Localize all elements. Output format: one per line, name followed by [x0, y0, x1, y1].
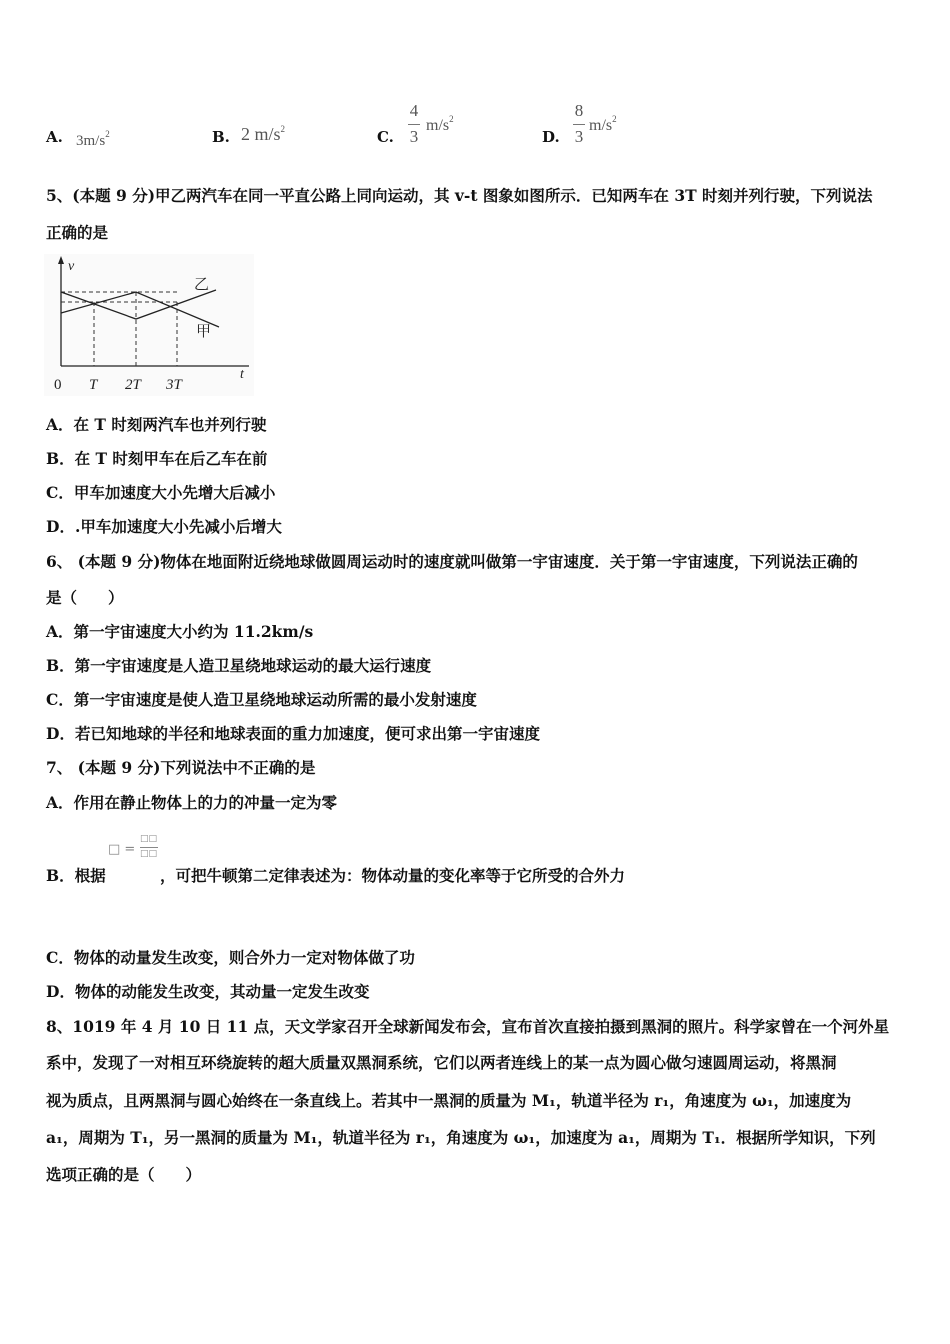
- q6-stem-line1: 6、 (本题 9 分)物体在地面附近绕地球做圆周运动时的速度就叫做第一宇宙速度．关于第一宇宙速度，下列说法正确的: [46, 552, 858, 571]
- q8-line5: 选项正确的是（ ）: [46, 1165, 202, 1184]
- q7-option-d[interactable]: D．物体的动能发生改变，其动量一定发生改变: [46, 982, 370, 1001]
- q6-option-a[interactable]: A．第一宇宙速度大小约为 11.2km/s: [46, 622, 314, 641]
- graph-tick-T: T: [89, 377, 98, 393]
- q5-stem-line2: 正确的是: [46, 223, 109, 242]
- graph-label-jia: 甲: [196, 324, 212, 340]
- q4-option-d-label: D.: [542, 128, 560, 146]
- q6-stem-line2: 是（ ）: [46, 588, 124, 607]
- q7-option-b-prefix: B．根据: [46, 866, 106, 885]
- q4-option-a-value: $3m/s^2$: [76, 129, 110, 149]
- q7-option-b-suffix: ，可把牛顿第二定律表述为：物体动量的变化率等于它所受的合外力: [160, 866, 626, 885]
- q4-option-d-numerator: 8: [574, 101, 584, 120]
- q7-formula: □ = □□ □□: [108, 834, 158, 859]
- graph-v-label: v: [68, 259, 75, 274]
- q4-option-d-fraction-bar: [573, 124, 585, 125]
- q7-stem: 7、 (本题 9 分)下列说法中不正确的是: [46, 758, 316, 777]
- q8-line4: a₁，周期为 T₁，另一黑洞的质量为 M₁，轨道半径为 r₁，角速度为 ω₁，加速度为 a₁，周期为 T₁．根据所学知识，下列: [46, 1128, 876, 1147]
- q4-option-c-fraction-bar: [408, 124, 420, 125]
- graph-background: [44, 254, 254, 396]
- q4-option-c-unit: $m/s^2$: [426, 114, 454, 134]
- graph-tick-2T: 2T: [125, 377, 141, 393]
- q5-option-c[interactable]: C．甲车加速度大小先增大后减小: [46, 483, 276, 502]
- q5-vt-graph: [44, 254, 254, 396]
- q5-option-b[interactable]: B．在 T 时刻甲车在后乙车在前: [46, 449, 268, 468]
- q8-line3: 视为质点，且两黑洞与圆心始终在一条直线上。若其中一黑洞的质量为 M₁，轨道半径为 r₁，角速度为 ω₁，加速度为: [46, 1091, 852, 1110]
- q6-option-d[interactable]: D．若已知地球的半径和地球表面的重力加速度，便可求出第一宇宙速度: [46, 724, 540, 743]
- q6-option-b[interactable]: B．第一宇宙速度是人造卫星绕地球运动的最大运行速度: [46, 656, 432, 675]
- graph-t-label: t: [240, 367, 244, 382]
- q6-option-c[interactable]: C．第一宇宙速度是使人造卫星绕地球运动所需的最小发射速度: [46, 690, 477, 709]
- q4-option-b-label: B.: [212, 128, 230, 146]
- q4-option-c-label: C.: [377, 128, 394, 146]
- q8-line1: 8、1019 年 4 月 10 日 11 点，天文学家召开全球新闻发布会，宣布首次直接拍摄到黑洞的照片。科学家曾在一个河外星: [46, 1017, 890, 1036]
- q4-option-c-numerator: 4: [409, 101, 419, 120]
- graph-origin-label: 0: [54, 377, 62, 393]
- q4-option-d-unit: $m/s^2$: [589, 114, 617, 134]
- q4-option-d-denominator: 3: [574, 127, 584, 146]
- q4-option-b-value: 2 $m/s^2$: [241, 124, 286, 144]
- graph-label-yi: 乙: [194, 277, 210, 293]
- graph-tick-3T: 3T: [166, 377, 182, 393]
- q7-option-c[interactable]: C．物体的动量发生改变，则合外力一定对物体做了功: [46, 948, 415, 967]
- q5-option-d[interactable]: D．.甲车加速度大小先减小后增大: [46, 517, 282, 536]
- q8-line2: 系中，发现了一对相互环绕旋转的超大质量双黑洞系统，它们以两者连线上的某一点为圆心做匀速圆周运动，将黑洞: [46, 1053, 837, 1072]
- q5-stem-line1: 5、(本题 9 分)甲乙两汽车在同一平直公路上同向运动，其 v-t 图象如图所示．已知两车在 3T 时刻并列行驶，下列说法: [46, 186, 873, 205]
- q4-option-a-label: A.: [46, 128, 63, 146]
- q4-option-c-denominator: 3: [409, 127, 419, 146]
- q5-option-a[interactable]: A．在 T 时刻两汽车也并列行驶: [46, 415, 267, 434]
- q7-option-a[interactable]: A．作用在静止物体上的力的冲量一定为零: [46, 793, 338, 812]
